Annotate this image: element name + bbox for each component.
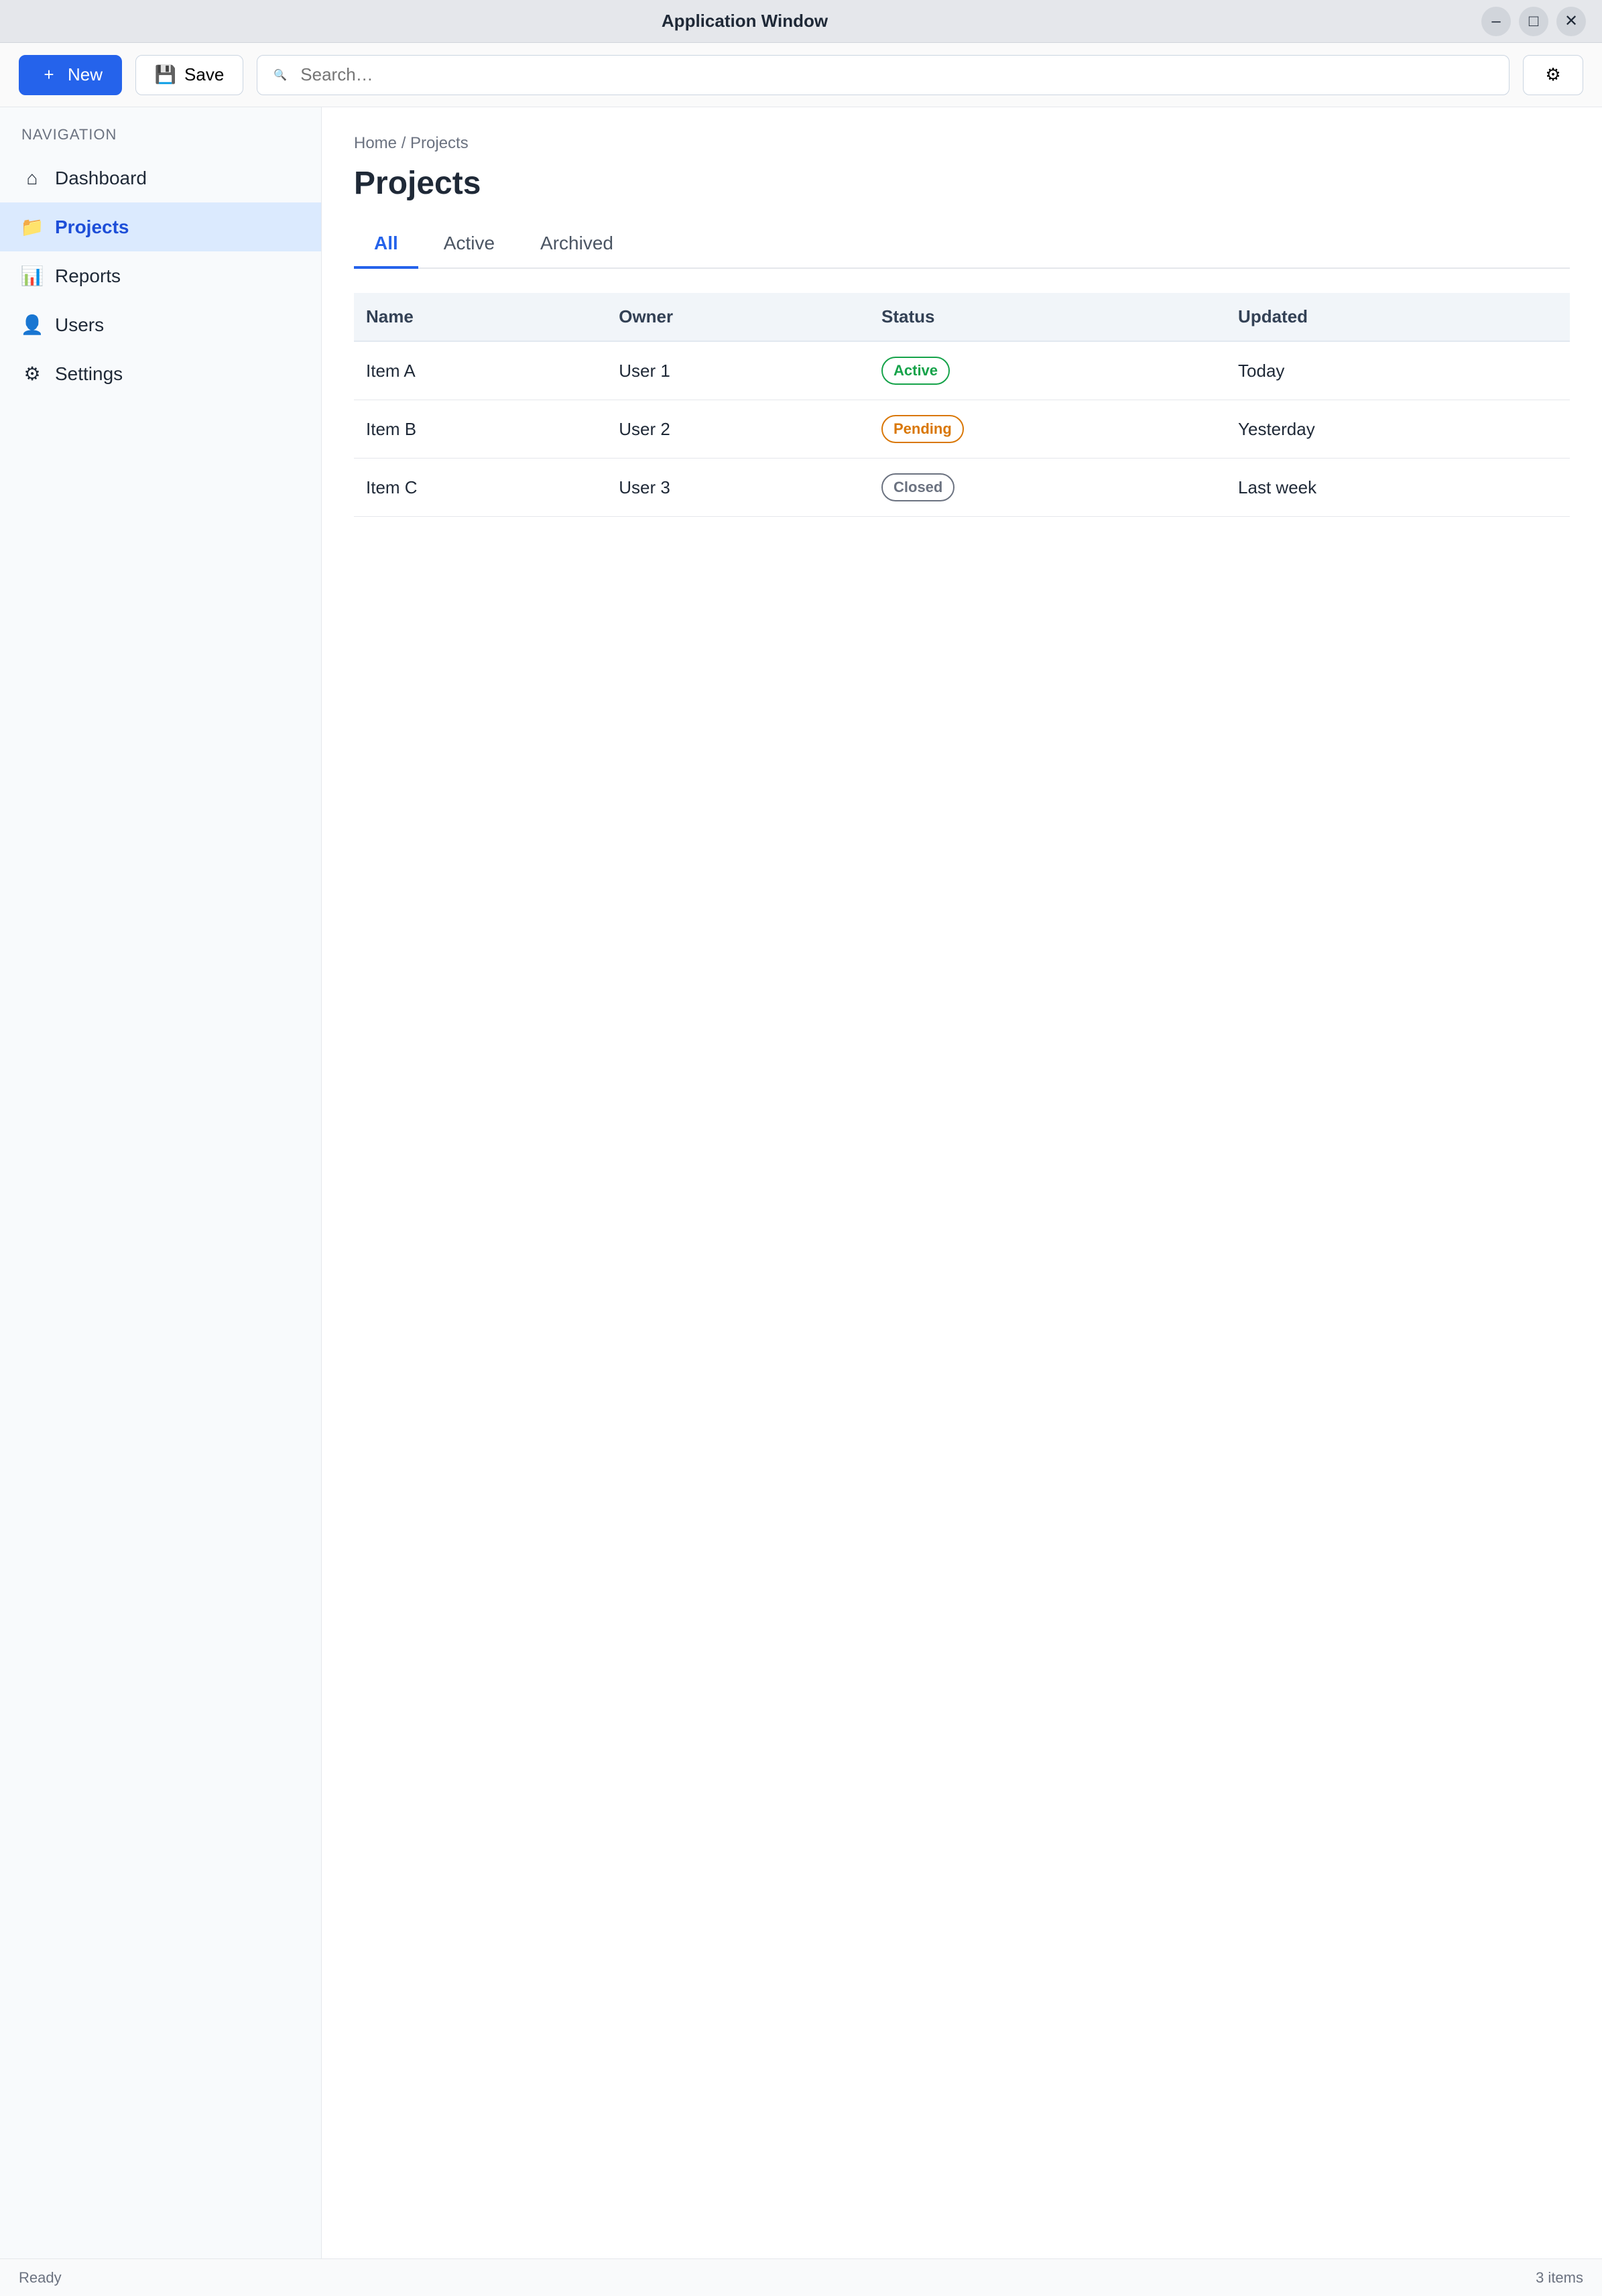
breadcrumb[interactable]: Home / Projects [354,134,469,152]
data-table [354,293,1570,517]
new-button[interactable] [19,55,122,95]
cell-updated: Today [1226,341,1570,400]
gear-icon: ⚙ [1545,64,1561,84]
sidebar-item-label: Reports [55,265,121,286]
search-icon: 🔍 [273,69,288,81]
sidebar-item-reports[interactable] [0,251,321,300]
cell-owner: User 1 [607,341,869,400]
minimize-icon[interactable]: – [1481,7,1511,36]
tab-archived[interactable]: Archived [540,233,613,253]
sidebar-heading: NAVIGATION [21,126,117,143]
search-box [257,55,1509,95]
window-title: Application Window [661,11,828,31]
sidebar-item-dashboard[interactable] [0,154,321,202]
status-badge: Active [881,357,950,385]
status-text: Ready [19,2269,62,2286]
gear-icon: ⚙ [23,363,41,384]
cell-owner: User 2 [607,400,869,459]
cell-status [869,400,1226,459]
chart-icon: 📊 [20,265,44,286]
sidebar-item-label: Settings [55,363,123,384]
table-header-row [354,293,1570,341]
column-header[interactable]: Status [869,293,1226,341]
status-badge: Pending [881,415,964,443]
save-button-label: Save [184,64,225,84]
page-title: Projects [354,166,481,201]
cell-name: Item A [354,341,607,400]
search-input[interactable] [300,64,1497,85]
maximize-icon[interactable]: □ [1519,7,1548,36]
sidebar-item-label: Users [55,314,105,335]
close-icon[interactable]: ✕ [1556,7,1586,36]
save-icon: 💾 [154,64,177,84]
content-area [0,107,1602,2258]
cell-name: Item B [354,400,607,459]
table-row[interactable] [354,400,1570,459]
table-row[interactable] [354,341,1570,400]
status-bar [0,2258,1602,2296]
folder-icon: 📁 [20,217,44,237]
column-header[interactable]: Name [354,293,607,341]
home-icon: ⌂ [26,168,38,188]
sidebar-item-users[interactable] [0,300,321,349]
tab-active[interactable]: Active [443,233,495,253]
title-bar [0,0,1602,43]
cell-name: Item C [354,459,607,517]
sidebar-item-label: Projects [55,216,129,237]
user-icon: 👤 [20,314,44,335]
cell-updated: Last week [1226,459,1570,517]
cell-status [869,341,1226,400]
save-button[interactable] [135,55,243,95]
tab-all[interactable]: All [354,221,418,269]
plus-icon: + [44,64,54,84]
tab-bar [354,221,1570,269]
cell-updated: Yesterday [1226,400,1570,459]
sidebar-item-label: Dashboard [55,168,147,188]
new-button-label: New [68,64,103,84]
settings-button[interactable] [1523,55,1583,95]
item-count: 3 items [1536,2269,1583,2286]
sidebar [0,107,322,2258]
cell-status [869,459,1226,517]
sidebar-item-projects[interactable] [0,202,321,251]
column-header[interactable]: Owner [607,293,869,341]
cell-owner: User 3 [607,459,869,517]
column-header[interactable]: Updated [1226,293,1570,341]
main-panel [322,107,1602,2258]
toolbar [0,43,1602,107]
sidebar-item-settings[interactable] [0,349,321,398]
status-badge: Closed [881,473,954,501]
table-row[interactable] [354,459,1570,517]
